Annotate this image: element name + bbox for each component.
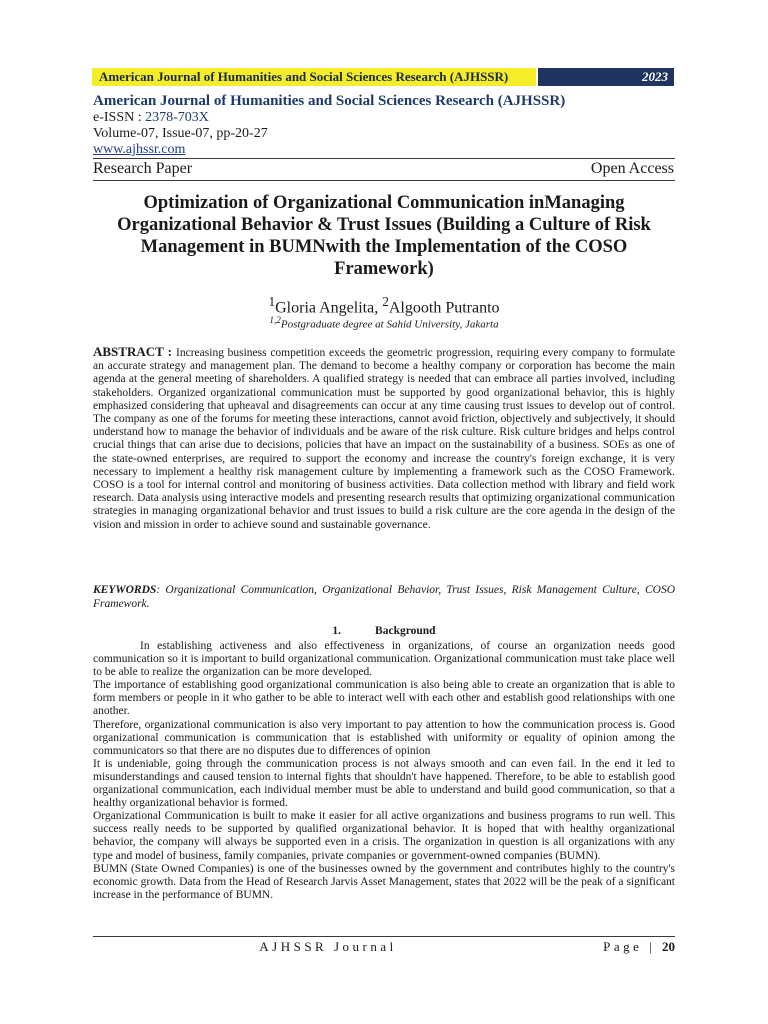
footer-rule [93,936,675,937]
keywords-text: : Organizational Communication, Organizational Behavior, Trust Issues, Risk Management Culture, COSO Framework. [93,584,675,610]
page-number-value: 20 [662,939,675,954]
body-paragraph: The importance of establishing good organizational communication is also being able to create an organization that is able to form members or people in it who gather to be able to interact well with each other and establish good relationships with one another. [93,679,675,718]
abstract [93,345,675,532]
affiliation [95,315,673,331]
header-rule-top [93,158,675,159]
journal-banner [92,68,674,86]
body-paragraph: BUMN (State Owned Companies) is one of the businesses owned by the government and contributes highly to the country's economic growth. Data from the Head of Research Jarvis Asset Management, states that 2022 will be the peak of a significant increase in the performance of BUMN. [93,862,675,901]
author-1-name: Gloria Angelita, [275,299,383,317]
keywords-label: KEYWORDS [93,584,157,596]
keywords [93,584,675,611]
body-paragraph: Therefore, organizational communication is also very important to pay attention to how the communication process is. Good organizational communication is communication that is established with uniformity or equality of opinion among the communicators so that there are no disputes due to differences of opinion [93,718,675,757]
journal-url-link[interactable]: www.ajhssr.com [93,142,186,157]
body-text [93,640,675,902]
page-label: Page | [603,939,662,954]
affiliation-marker: 1,2 [269,315,281,325]
body-paragraph: In establishing activeness and also effectiveness in organizations, of course an organization needs good communication so it is important to build organizational communication. Organizational communication must take place well to be able to realize the organization can be more developed. [93,640,675,679]
author-list [95,294,673,317]
banner-journal-title: American Journal of Humanities and Social Sciences Research (AJHSSR) [99,69,509,84]
abstract-label: ABSTRACT : [93,344,177,359]
affiliation-text: Postgraduate degree at Sahid University, Jakarta [280,318,499,331]
body-paragraph: Organizational Communication is built to make it easier for all active organizations and business programs to run well. This success really needs to be supported by qualified organizational behavior. It is hoped that with healthy organizational behavior, the company will always be supported even in a crisis. The organization in question is all organizations with any type and model of business, family companies, private companies or government-owned companies (BUMN). [93,810,675,862]
abstract-text: Increasing business competition exceeds the geometric progression, requiring every company to formulate an accurate strategy and management plan. The demand to become a healthy company or corporation has become the main agenda at the general meeting of shareholders. A qualified strategy is needed that can embrace all parties involved, including stakeholders. Organized organizational communication must be supported by good organizational behavior, this is highly emphasized considering that upheaval and disagreements can occur at any time causing trust issues to develop out of control. The company as one of the forums for meeting these interactions, cannot avoid friction, objectively and subjectively, it should understand how to manage the behavior of individuals and be aware of the risk culture. Risk culture bridges and helps control crucial things that can arise due to decisions, policies that have an impact on the sustainability of a business. SOEs as one of the state-owned enterprises, are required to support the economy and increase the country's foreign exchange, it is very necessary to implement a healthy risk management culture by implementing a framework such as the COSO Framework. COSO is a tool for internal control and monitoring of business activities. Data collection method with library and field work research. Data analysis using interactive models and presenting research results that optimizing organizational communication strategies in managing organizational behavior and trust issues to build a risk culture are the core agenda in the design of the vision and mission in order to achieve sound and sustainable governance. [93,347,676,531]
author-2-marker: 2 [382,294,389,309]
issn-label: e-ISSN : [93,110,146,125]
section-title: Background [375,625,436,637]
volume-line: Volume-07, Issue-07, pp-20-27 [93,126,268,141]
issn-value: 2378-703X [145,110,209,125]
banner-journal-block [92,68,538,86]
section-heading [93,625,675,637]
paper-title: Optimization of Organizational Communication inManaging Organizational Behavior & Trust Issues (Building a Culture of Risk Management in BUMNwith the Implementation of the COSO Framework) [117,193,651,279]
open-access-label: Open Access [590,160,674,177]
issn-line [93,110,209,126]
section-number: 1. [332,625,342,637]
paper-type: Research Paper [93,160,193,177]
banner-year: 2023 [642,69,668,84]
header-rule-bottom [93,180,675,181]
author-1-marker: 1 [268,294,276,309]
author-2-name: Algooth Putranto [388,299,500,317]
journal-name: American Journal of Humanities and Social Sciences Research (AJHSSR) [93,93,566,109]
footer-journal: AJHSSR Journal [259,939,397,954]
banner-year-block [538,68,674,86]
body-paragraph: It is undeniable, going through the communication process is not always smooth and can even fail. In the end it led to misunderstandings and caused tension to internal fights that shouldn't have happened. Therefore, to be able to establish good organizational communication, each individual member must be able to understand and build good communication, so that a healthy organizational behavior is formed. [93,757,675,810]
page-number [603,939,675,955]
